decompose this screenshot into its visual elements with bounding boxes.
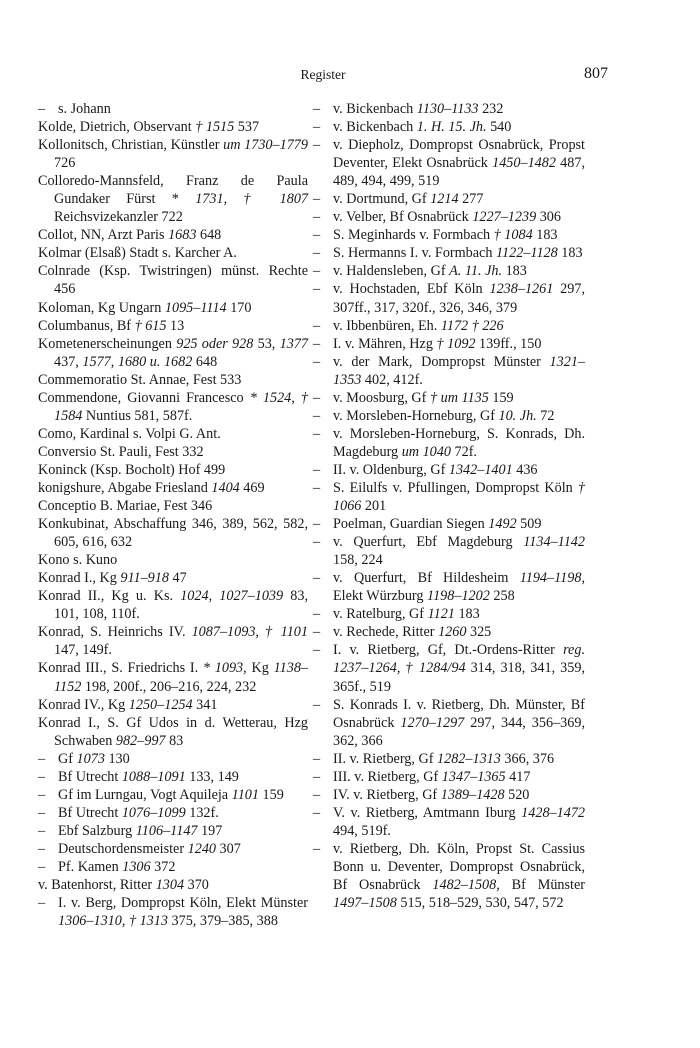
index-column-left [38, 100, 308, 930]
index-subentry: – v. Rietberg, Dh. Köln, Propst St. Cassius Bonn u. Deventer, Dompropst Osnabrück, Bf Osnabrück 1482–1508, Bf Münster 1497–1508 515, 518–529, 530, 547, 572 [313, 840, 585, 912]
index-subentry: – Bf Utrecht 1088–1091 133, 149 [38, 768, 308, 786]
index-entry: Colnrade (Ksp. Twistringen) münst. Rechte 456 [38, 263, 308, 298]
index-subentry: – v. Querfurt, Bf Hildesheim 1194–1198, Elekt Würzburg 1198–1202 258 [313, 569, 585, 605]
index-subentry: – Pf. Kamen 1306 372 [38, 858, 308, 876]
index-subentry: – v. Ibbenbüren, Eh. 1172 † 226 [313, 317, 585, 335]
index-entry: Kolmar (Elsaß) Stadt s. Karcher A. [38, 245, 237, 262]
index-entry: Koloman, Kg Ungarn 1095–1114 170 [38, 299, 252, 316]
index-subentry: – IV. v. Rietberg, Gf 1389–1428 520 [313, 786, 585, 804]
index-subentry: – Gf 1073 130 [38, 750, 308, 768]
index-subentry: – v. der Mark, Dompropst Münster 1321–1353 402, 412f. [313, 353, 585, 389]
index-subentry: – v. Velber, Bf Osnabrück 1227–1239 306 [313, 208, 585, 226]
index-subentry: – s. Johann [38, 100, 308, 118]
index-entry: v. Batenhorst, Ritter 1304 370 [38, 877, 209, 894]
index-subentry: – v. Morsleben-Horneburg, S. Konrads, Dh. Magdeburg um 1040 72f. [313, 425, 585, 461]
index-entry: Kono s. Kuno [38, 552, 118, 569]
index-entry: Kollonitsch, Christian, Künstler um 1730–1779 726 [38, 137, 308, 172]
index-subentry: – S. Konrads I. v. Rietberg, Dh. Münster, Bf Osnabrück 1270–1297 297, 344, 356–369, 362, 366 [313, 696, 585, 750]
index-subentry: – v. Dortmund, Gf 1214 277 [313, 190, 585, 208]
index-subentry: – Gf im Lurngau, Vogt Aquileja 1101 159 [38, 786, 308, 804]
index-subentry: – S. Meginhards v. Formbach † 1084 183 [313, 226, 585, 244]
index-entry: Commendone, Giovanni Francesco * 1524, † 1584 Nuntius 581, 587f. [38, 389, 308, 424]
index-entry: Konrad I., S. Gf Udos in d. Wetterau, Hzg Schwaben 982–997 83 [38, 714, 308, 749]
index-subentry: – I. v. Berg, Dompropst Köln, Elekt Münster 1306–1310, † 1313 375, 379–385, 388 [38, 894, 308, 930]
index-entry: Kometenerscheinungen 925 oder 928 53, 1377 437, 1577, 1680 u. 1682 648 [38, 335, 308, 370]
index-subentry: – S. Hermanns I. v. Formbach 1122–1128 183 [313, 244, 585, 262]
index-entry: Konrad II., Kg u. Ks. 1024, 1027–1039 83, 101, 108, 110f. [38, 588, 309, 623]
index-entry: Kolde, Dietrich, Observant † 1515 537 [38, 119, 260, 136]
index-subentry: – v. Diepholz, Dompropst Osnabrück, Propst Deventer, Elekt Osnabrück 1450–1482 487, 489, 494, 499, 519 [313, 136, 585, 190]
index-entry: konigshure, Abgabe Friesland 1404 469 [38, 479, 265, 496]
index-subentry: – Bf Utrecht 1076–1099 132f. [38, 804, 308, 822]
index-entry: Collot, NN, Arzt Paris 1683 648 [38, 227, 222, 244]
index-subentry: – v. Ratelburg, Gf 1121 183 [313, 605, 585, 623]
page-number: 807 [584, 65, 608, 82]
index-subentry: – Poelman, Guardian Siegen 1492 509 [313, 515, 585, 533]
index-subentry: – III. v. Rietberg, Gf 1347–1365 417 [313, 768, 585, 786]
index-subentry: – II. v. Rietberg, Gf 1282–1313 366, 376 [313, 750, 585, 768]
index-subentry: – v. Haldensleben, Gf A. 11. Jh. 183 [313, 262, 585, 280]
index-subentry: – v. Moosburg, Gf † um 1135 159 [313, 389, 585, 407]
index-subentry: – I. v. Mähren, Hzg † 1092 139ff., 150 [313, 335, 585, 353]
index-subentry: – v. Rechede, Ritter 1260 325 [313, 623, 585, 641]
index-entry: Conceptio B. Mariae, Fest 346 [38, 498, 213, 515]
index-entry: Koninck (Ksp. Bocholt) Hof 499 [38, 461, 226, 478]
index-subentry: – V. v. Rietberg, Amtmann Iburg 1428–1472 494, 519f. [313, 804, 585, 840]
index-entry: Konrad IV., Kg 1250–1254 341 [38, 696, 218, 713]
index-subentry: – Deutschordensmeister 1240 307 [38, 840, 308, 858]
index-subentry: – I. v. Rietberg, Gf, Dt.-Ordens-Ritter reg. 1237–1264, † 1284/94 314, 318, 341, 359, 365f., 519 [313, 641, 585, 695]
index-entry: Como, Kardinal s. Volpi G. Ant. [38, 425, 221, 442]
index-entry: Konrad, S. Heinrichs IV. 1087–1093, † 1101 147, 149f. [38, 624, 308, 659]
index-entry: Konrad III., S. Friedrichs I. * 1093, Kg 1138–1152 198, 200f., 206–216, 224, 232 [38, 660, 309, 695]
index-subentry: – S. Eilulfs v. Pfullingen, Dompropst Köln † 1066 201 [313, 479, 585, 515]
index-entry: Commemoratio St. Annae, Fest 533 [38, 371, 242, 388]
index-subentry: – v. Hochstaden, Ebf Köln 1238–1261 297, 307ff., 317, 320f., 326, 346, 379 [313, 280, 585, 316]
index-entry: Konkubinat, Abschaffung 346, 389, 562, 582, 605, 616, 632 [38, 516, 308, 551]
index-subentry: – II. v. Oldenburg, Gf 1342–1401 436 [313, 461, 585, 479]
index-subentry: – v. Querfurt, Ebf Magdeburg 1134–1142 158, 224 [313, 533, 585, 569]
index-entry: Columbanus, Bf † 615 13 [38, 317, 185, 334]
index-subentry: – v. Bickenbach 1. H. 15. Jh. 540 [313, 118, 585, 136]
index-subentry: – Ebf Salzburg 1106–1147 197 [38, 822, 308, 840]
index-entry: Konrad I., Kg 911–918 47 [38, 570, 187, 587]
running-title: Register [300, 67, 346, 82]
index-subentry: – v. Bickenbach 1130–1133 232 [313, 100, 585, 118]
index-entry: Conversio St. Pauli, Fest 332 [38, 443, 204, 460]
index-subentry: – v. Morsleben-Horneburg, Gf 10. Jh. 72 [313, 407, 585, 425]
index-column-right [313, 100, 585, 912]
index-entry: Colloredo-Mannsfeld, Franz de Paula Gundaker Fürst * 1731, † 1807 Reichsvizekanzler 722 [38, 173, 309, 226]
running-header [38, 66, 608, 86]
